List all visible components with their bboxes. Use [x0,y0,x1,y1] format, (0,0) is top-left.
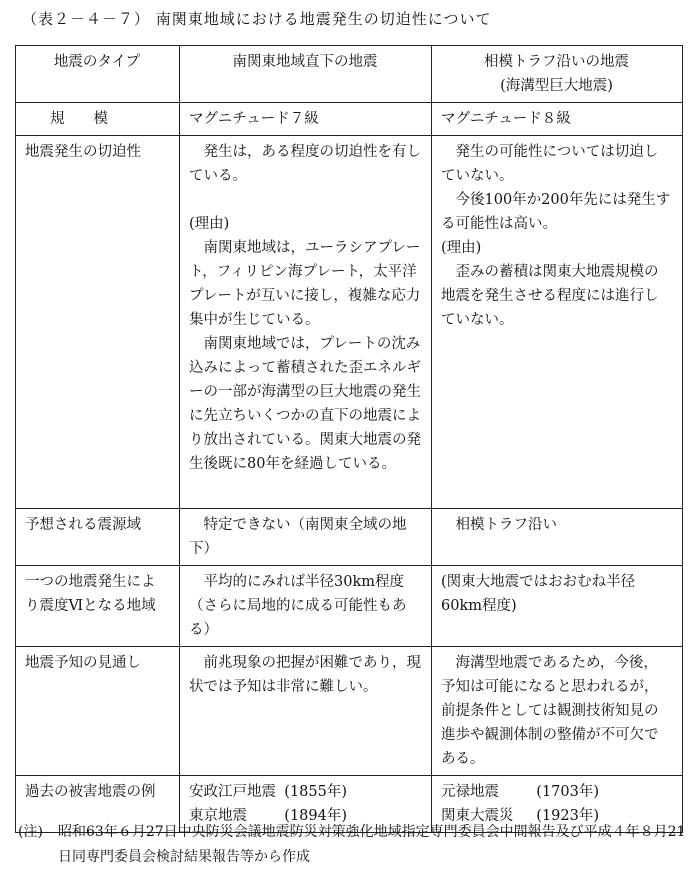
past-quake-year: (1923年) [536,808,599,824]
prediction-direct: 前兆現象の把握が困難であり，現状では予知は非常に難しい。 [180,647,432,776]
urgency-direct-p1: 発生は，ある程度の切迫性を有している。 [189,144,421,184]
footnote-label: (注) [18,824,43,840]
header-row [16,46,683,103]
urgency-table [15,45,683,833]
table-row-prediction [16,647,683,776]
urgency-direct-p3: 南関東地域では，プレートの沈み込みによって蓄積された歪エネルギーの一部が海溝型の巨大地震の発生に先立ちいくつかの直下の地震により放出されている。関東大地震の発生後既に80年を経過している。 [189,336,421,472]
past-quake-name: 東京地震 [189,808,247,824]
header-direct: 南関東地域直下の地震 [180,46,432,103]
urgency-trough-p1: 発生の可能性については切迫していない。 [441,144,659,184]
past-quake-name: 関東大震災 [441,808,514,824]
table-row-source [16,509,683,566]
past-quake-name: 安政江戸地震 [189,784,276,800]
label-past: 過去の被害地震の例 [16,776,180,833]
table-title: （表２－４－７） 南関東地域における地震発生の切迫性について [22,10,492,28]
header-trough-line2: (海溝型巨大地震) [500,78,613,94]
urgency-direct-reason: (理由) [189,216,230,232]
past-quake-year: (1855年) [284,784,347,800]
header-type: 地震のタイプ [16,46,180,103]
scale-direct: マグニチュード７級 [180,103,432,136]
header-trough [432,46,683,103]
intensity-direct: 平均的にみれば半径30km程度（さらに局地的に成る可能性もある） [180,566,432,647]
list-item [189,780,347,804]
urgency-trough-reason: (理由) [441,240,482,256]
header-trough-line1: 相模トラフ沿いの地震 [484,54,629,70]
label-source: 予想される震源域 [16,509,180,566]
label-prediction: 地震予知の見通し [16,647,180,776]
urgency-trough-p2: 今後100年か200年先には発生する可能性は高い。 [441,192,671,232]
prediction-trough: 海溝型地震であるため，今後，予知は可能になると思われるが，前提条件としては観測技術知見の進歩や観測体制の整備が不可欠である。 [432,647,683,776]
scale-trough: マグニチュード８級 [432,103,683,136]
urgency-direct-p2: 南関東地域は，ユーラシアプレート，フィリピン海プレート，太平洋プレートが互いに接し，複雑な応力集中が生じている。 [189,240,421,328]
urgency-trough [432,136,683,509]
label-intensity: 一つの地震発生により震度Ⅵとなる地域 [16,566,180,647]
table-row-urgency [16,136,683,509]
list-item [441,780,599,804]
intensity-trough: (関東大地震ではおおむね半径60km程度) [432,566,683,647]
source-trough: 相模トラフ沿い [432,509,683,566]
source-direct: 特定できない（南関東全域の地下） [180,509,432,566]
past-quake-name: 元禄地震 [441,784,499,800]
table-row-scale [16,103,683,136]
urgency-trough-p3: 歪みの蓄積は関東大地震規模の地震を発生させる程度には進行していない。 [441,264,659,328]
footnote-text: 昭和63年６月27日中央防災会議地震防災対策強化地域指定専門委員会中間報告及び平成４年８月21日同専門委員会検討結果報告等から作成 [58,824,686,865]
past-quake-year: (1703年) [536,784,599,800]
past-quake-year: (1894年) [284,808,347,824]
label-urgency: 地震発生の切迫性 [16,136,180,509]
urgency-direct [180,136,432,509]
table-row-intensity [16,566,683,647]
label-scale: 規 模 [16,103,180,136]
